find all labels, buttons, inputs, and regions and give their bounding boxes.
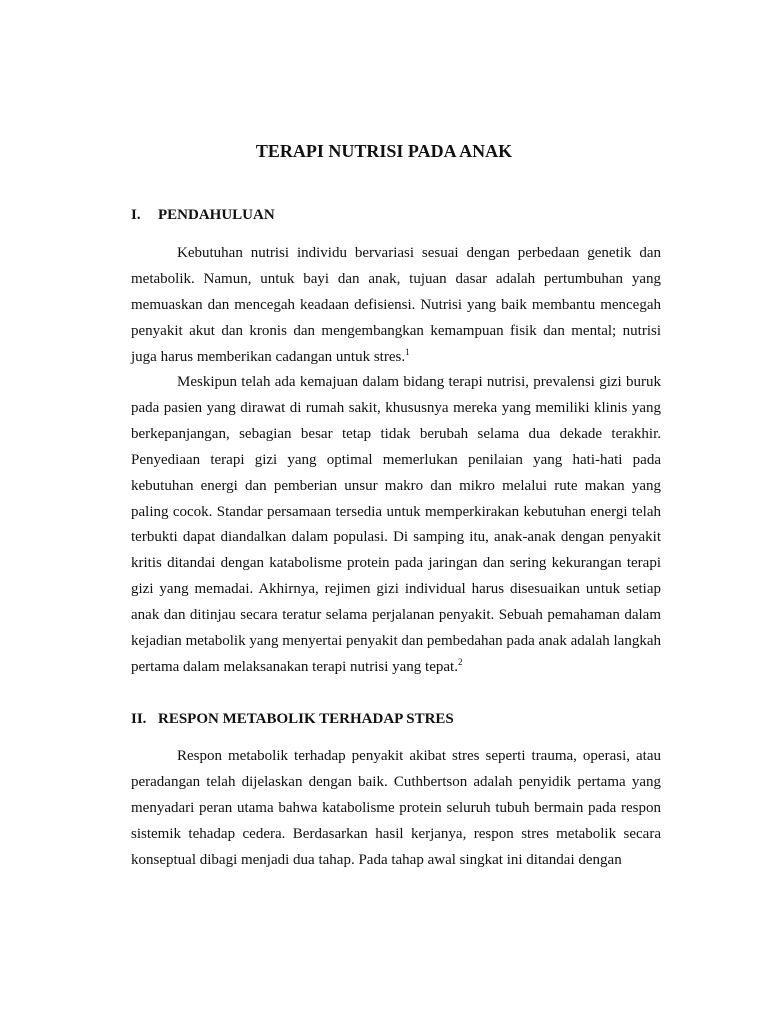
section-title: RESPON METABOLIK TERHADAP STRES [158,711,454,727]
paragraph-text: Meskipun telah ada kemajuan dalam bidang terapi nutrisi, prevalensi gizi buruk pada pasien yang dirawat di rumah sakit, khususnya mereka yang memiliki klinis yang berkepanjangan, sebagian besar tetap tidak berubah selama dua dekade terakhir. Penyediaan terapi gizi yang optimal memerlukan penilaian yang hati-hati pada kebutuhan energi dan pemberian unsur makro dan mikro melalui rute makan yang paling cocok. Standar persamaan tersedia untuk memperkirakan kebutuhan energi telah terbukti dapat diandalkan dalam populasi. Di samping itu, anak-anak dengan penyakit kritis ditandai dengan katabolisme protein pada jaringan dan sering kekurangan terapi gizi yang memadai. Akhirnya, rejimen gizi individual harus disesuaikan untuk setiap anak dan ditinjau secara teratur selama perjalanan penyakit. Sebuah pemahaman dalam kejadian metabolik yang menyertai penyakit dan pembedahan pada anak adalah langkah pertama dalam melaksanakan terapi nutrisi yang tepat. [131,374,661,675]
section-heading-respon-metabolik [131,709,454,729]
footnote-marker: 2 [457,656,463,667]
section-number: I. [131,207,141,223]
document-title: TERAPI NUTRISI PADA ANAK [255,141,513,161]
paragraph [131,744,661,874]
paragraph [131,370,661,681]
footnote-marker: 1 [405,346,410,357]
section-number: II. [131,711,147,727]
paragraph-text: Respon metabolik terhadap penyakit akibat stres seperti trauma, operasi, atau peradangan telah dijelaskan dengan baik. Cuthbertson adalah penyidik pertama yang menyadari peran utama bahwa katabolisme protein seluruh tubuh bermain pada respon sistemik tehadap cedera. Berdasarkan hasil kerjanya, respon stres metabolik secara konseptual dibagi menjadi dua tahap. Pada tahap awal singkat ini ditandai dengan [131,748,661,868]
paragraph-text: Kebutuhan nutrisi individu bervariasi sesuai dengan perbedaan genetik dan metabolik. Namun, untuk bayi dan anak, tujuan dasar adalah pertumbuhan yang memuaskan dan mencegah keadaan defisiensi. Nutrisi yang baik membantu mencegah penyakit akut dan kronis dan mengembangkan kemampuan fisik dan mental; nutrisi juga harus memberikan cadangan untuk stres. [131,245,661,365]
section-heading-pendahuluan [131,205,275,225]
section-title: PENDAHULUAN [158,207,275,223]
paragraph [131,241,661,371]
